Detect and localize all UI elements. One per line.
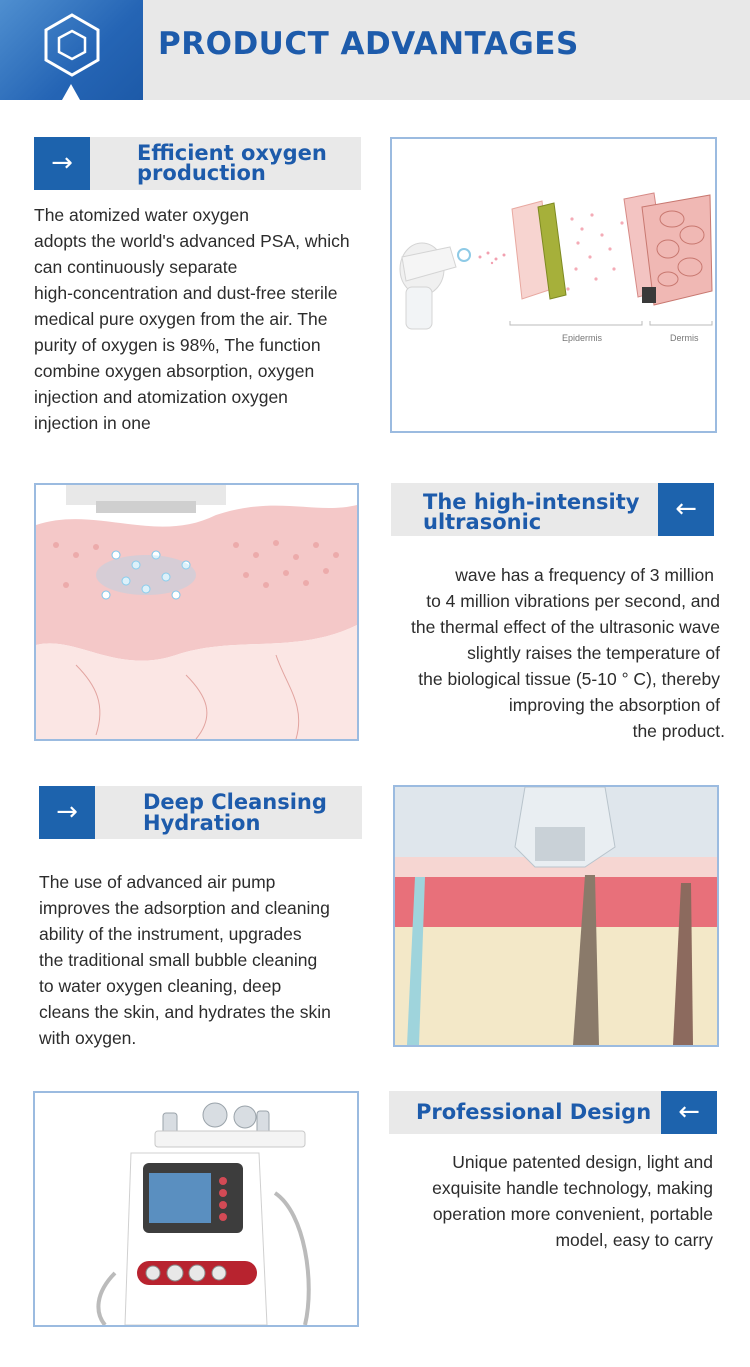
desc-line: injection and atomization oxygen: [34, 387, 288, 407]
section-1-title-line-1: Efficient oxygen: [137, 141, 327, 165]
desc-line: adopts the world's advanced PSA, which: [34, 231, 350, 251]
desc-line: model, easy to carry: [555, 1230, 713, 1250]
arrow-right-icon: →: [34, 137, 90, 190]
desc-line: slightly raises the temperature of: [467, 643, 720, 663]
desc-line: with oxygen.: [39, 1028, 137, 1048]
desc-line: can continuously separate: [34, 257, 238, 277]
dermis-label: Dermis: [670, 333, 699, 343]
header-notch: [62, 84, 80, 100]
desc-line: the traditional small bubble cleaning: [39, 950, 318, 970]
header-logo: [0, 0, 143, 100]
desc-line: medical pure oxygen from the air. The: [34, 309, 328, 329]
section-3-description: [39, 869, 331, 1051]
desc-line: the biological tissue (5-10 ° C), thereby: [418, 669, 720, 689]
section-3-title-line-2: Hydration: [143, 811, 261, 835]
desc-line: ability of the instrument, upgrades: [39, 924, 302, 944]
desc-line: improving the absorption of: [508, 695, 720, 715]
section-2-title-line-1: The high-intensity: [423, 490, 640, 514]
desc-line: The use of advanced air pump: [39, 872, 276, 892]
desc-line: The atomized water oxygen: [34, 205, 249, 225]
ultrasonic-skin-image: [34, 483, 359, 741]
desc-line: wave has a frequency of 3 million: [455, 565, 714, 585]
desc-line: Unique patented design, light and: [452, 1152, 713, 1172]
section-3-title-bar: [39, 786, 362, 839]
section-4-description: [432, 1149, 713, 1253]
desc-line: operation more convenient, portable: [432, 1204, 713, 1224]
section-2-title-line-2: ultrasonic: [423, 510, 542, 534]
arrow-right-icon: →: [39, 786, 95, 839]
oxygen-skin-layers-image: [390, 137, 717, 433]
arrow-left-icon: ←: [661, 1091, 717, 1134]
section-2-description: [410, 562, 725, 744]
desc-line: combine oxygen absorption, oxygen: [34, 361, 315, 381]
section-4-title: Professional Design: [416, 1100, 652, 1124]
deep-cleansing-pore-image: [393, 785, 719, 1047]
arrow-left-icon: ←: [658, 483, 714, 536]
desc-line: to water oxygen cleaning, deep: [39, 976, 282, 996]
page-header: [0, 0, 750, 100]
page-title: PRODUCT ADVANTAGES: [158, 26, 579, 62]
epidermis-label: Epidermis: [562, 333, 603, 343]
section-4-title-bar: [389, 1091, 717, 1134]
desc-line: exquisite handle technology, making: [432, 1178, 713, 1198]
desc-line: the product.: [632, 721, 725, 741]
section-1-description: [34, 202, 350, 436]
device-photo-image: [33, 1091, 359, 1327]
desc-line: the thermal effect of the ultrasonic wave: [410, 617, 720, 637]
desc-line: high-concentration and dust-free sterile: [34, 283, 338, 303]
section-2-title-bar: [391, 483, 714, 536]
section-1-title-bar: [34, 137, 361, 190]
desc-line: improves the adsorption and cleaning: [39, 898, 330, 918]
desc-line: injection in one: [34, 413, 151, 433]
section-1-title-line-2: production: [137, 161, 266, 185]
hexagon-icon: [42, 12, 102, 78]
desc-line: to 4 million vibrations per second, and: [426, 591, 720, 611]
section-3-title-line-1: Deep Cleansing: [143, 790, 327, 814]
desc-line: purity of oxygen is 98%, The function: [34, 335, 321, 355]
desc-line: cleans the skin, and hydrates the skin: [39, 1002, 331, 1022]
